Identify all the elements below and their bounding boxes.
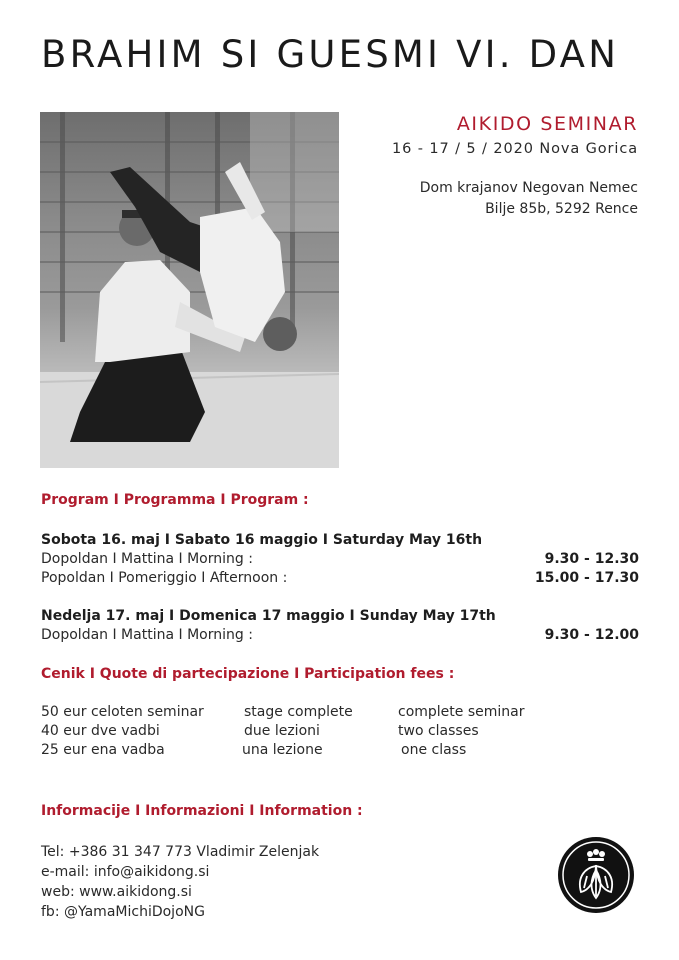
fee-italian: stage complete: [244, 704, 353, 720]
fee-italian: due lezioni: [244, 723, 320, 739]
contact-email[interactable]: e-mail: info@aikidong.si: [41, 864, 210, 880]
page-title: BRAHIM SI GUESMI VI. DAN: [41, 33, 620, 76]
contact-web[interactable]: web: www.aikidong.si: [41, 884, 192, 900]
session-time: 9.30 - 12.00: [544, 627, 639, 643]
fee-english: complete seminar: [398, 704, 525, 720]
fee-slovenian: 25 eur ena vadba: [41, 742, 165, 758]
contact-block: [41, 842, 319, 922]
program-heading: Program I Programma I Program :: [41, 492, 309, 508]
session-time: 9.30 - 12.30: [544, 551, 639, 567]
event-venue: [420, 178, 638, 220]
fee-italian: una lezione: [242, 742, 323, 758]
fee-slovenian: 40 eur dve vadbi: [41, 723, 160, 739]
seminar-photo: [40, 112, 339, 468]
session-label: Dopoldan I Mattina I Morning :: [41, 551, 253, 567]
day-title-saturday: Sobota 16. maj I Sabato 16 maggio I Saturday May 16th: [41, 532, 483, 548]
event-dates: 16 - 17 / 5 / 2020 Nova Gorica: [391, 141, 638, 157]
session-label: Dopoldan I Mattina I Morning :: [41, 627, 253, 643]
fees-heading: Cenik I Quote di partecipazione I Participation fees :: [41, 666, 455, 682]
venue-line-2: Bilje 85b, 5292 Rence: [485, 201, 638, 217]
day-title-sunday: Nedelja 17. maj I Domenica 17 maggio I Sunday May 17th: [41, 608, 496, 624]
contact-tel: Tel: +386 31 347 773 Vladimir Zelenjak: [41, 844, 320, 860]
session-row: [41, 551, 639, 567]
fee-slovenian: 50 eur celoten seminar: [41, 704, 204, 720]
session-row: [41, 627, 639, 643]
fee-english: one class: [401, 742, 467, 758]
paulownia-crest-icon: [557, 836, 635, 914]
session-label: Popoldan I Pomeriggio I Afternoon :: [41, 570, 288, 586]
session-time: 15.00 - 17.30: [534, 570, 639, 586]
event-name: AIKIDO SEMINAR: [456, 113, 638, 135]
info-heading: Informacije I Informazioni I Information :: [41, 803, 363, 819]
contact-fb[interactable]: fb: @YamaMichiDojoNG: [41, 904, 205, 920]
session-row: [41, 570, 639, 586]
venue-line-1: Dom krajanov Negovan Nemec: [419, 180, 638, 196]
fee-english: two classes: [398, 723, 479, 739]
